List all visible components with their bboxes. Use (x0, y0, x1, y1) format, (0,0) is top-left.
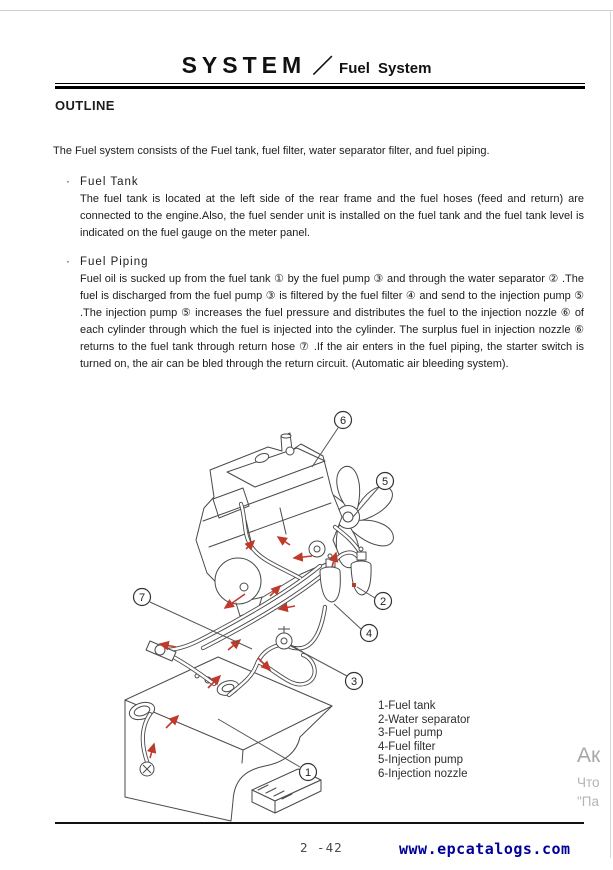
side-watermark-line: Что (577, 775, 600, 790)
fuel-tank-body: The fuel tank is located at the left side of the rear frame and the fuel hoses (feed and return) are connected to the engine.Also, the fuel sender unit is installed on the fuel tank and the fuel tank level is indicated on the fuel gauge on the meter panel. (80, 193, 584, 239)
callout-water-separator (375, 593, 392, 610)
legend-item: 4-Fuel filter (378, 740, 436, 753)
callout-injection-nozzle (335, 412, 352, 429)
legend-item: 2-Water separator (378, 713, 471, 726)
engine-drawing (196, 433, 342, 616)
fuel-tank-drawing (125, 657, 332, 821)
legend-item: 3-Fuel pump (378, 727, 443, 740)
svg-text:3: 3 (350, 676, 358, 688)
svg-text:5: 5 (381, 476, 389, 488)
bullet-dot: · (66, 256, 70, 268)
fuel-piping-heading: · Fuel Piping (53, 254, 584, 271)
bullet-dot: · (66, 176, 70, 188)
intro-paragraph: The Fuel system consists of the Fuel tank, fuel filter, water separator filter, and fuel piping. (53, 145, 490, 157)
callout-return-hose (134, 589, 151, 606)
callout-fuel-pump (346, 673, 363, 690)
svg-text:1: 1 (304, 767, 312, 779)
fuel-tank-heading: · Fuel Tank (53, 174, 584, 191)
svg-text:2: 2 (379, 596, 387, 608)
footer-rule (55, 822, 584, 824)
svg-text:6: 6 (339, 415, 347, 427)
svg-text:4: 4 (365, 628, 373, 640)
callout-injection-pump (377, 473, 394, 490)
section-title: Fuel System (339, 60, 432, 77)
legend-item: 6-Injection nozzle (378, 767, 468, 780)
diagram-legend (378, 700, 470, 782)
chapter-title: SYSTEM (181, 52, 307, 78)
svg-text:7: 7 (138, 592, 146, 604)
page-number: 2 -42 (300, 840, 343, 855)
fuel-piping-body: Fuel oil is sucked up from the fuel tank ① by the fuel pump ③ and through the water separator ② .The fuel is discharged from the fuel pump ③ is filtered by the fuel filter ④ and send to the injection pump ⑤ .The injection pump ⑤ increases the fuel pressure and distributes the fuel to the injection nozzle ⑥ of each cylinder through which the fuel is injected into the cylinder. The surplus fuel in injection nozzle ⑥ returns to the fuel tank through return hose ⑦ .If the air enters in the fuel piping, the starter switch is turned on, the air can be bled through the return circuit. (Automatic air bleeding system). (80, 273, 584, 370)
title-slash: ／ (312, 56, 333, 78)
side-watermark-line: Ак (577, 744, 601, 767)
callout-fuel-filter (361, 625, 378, 642)
legend-item: 1-Fuel tank (378, 700, 436, 712)
side-watermark (577, 744, 613, 809)
side-watermark-line: "Па (577, 794, 600, 809)
epcatalogs-watermark-link[interactable]: www.epcatalogs.com (399, 840, 571, 858)
outline-heading: OUTLINE (55, 98, 115, 113)
callout-fuel-tank (300, 764, 317, 781)
legend-item: 5-Injection pump (378, 754, 464, 767)
